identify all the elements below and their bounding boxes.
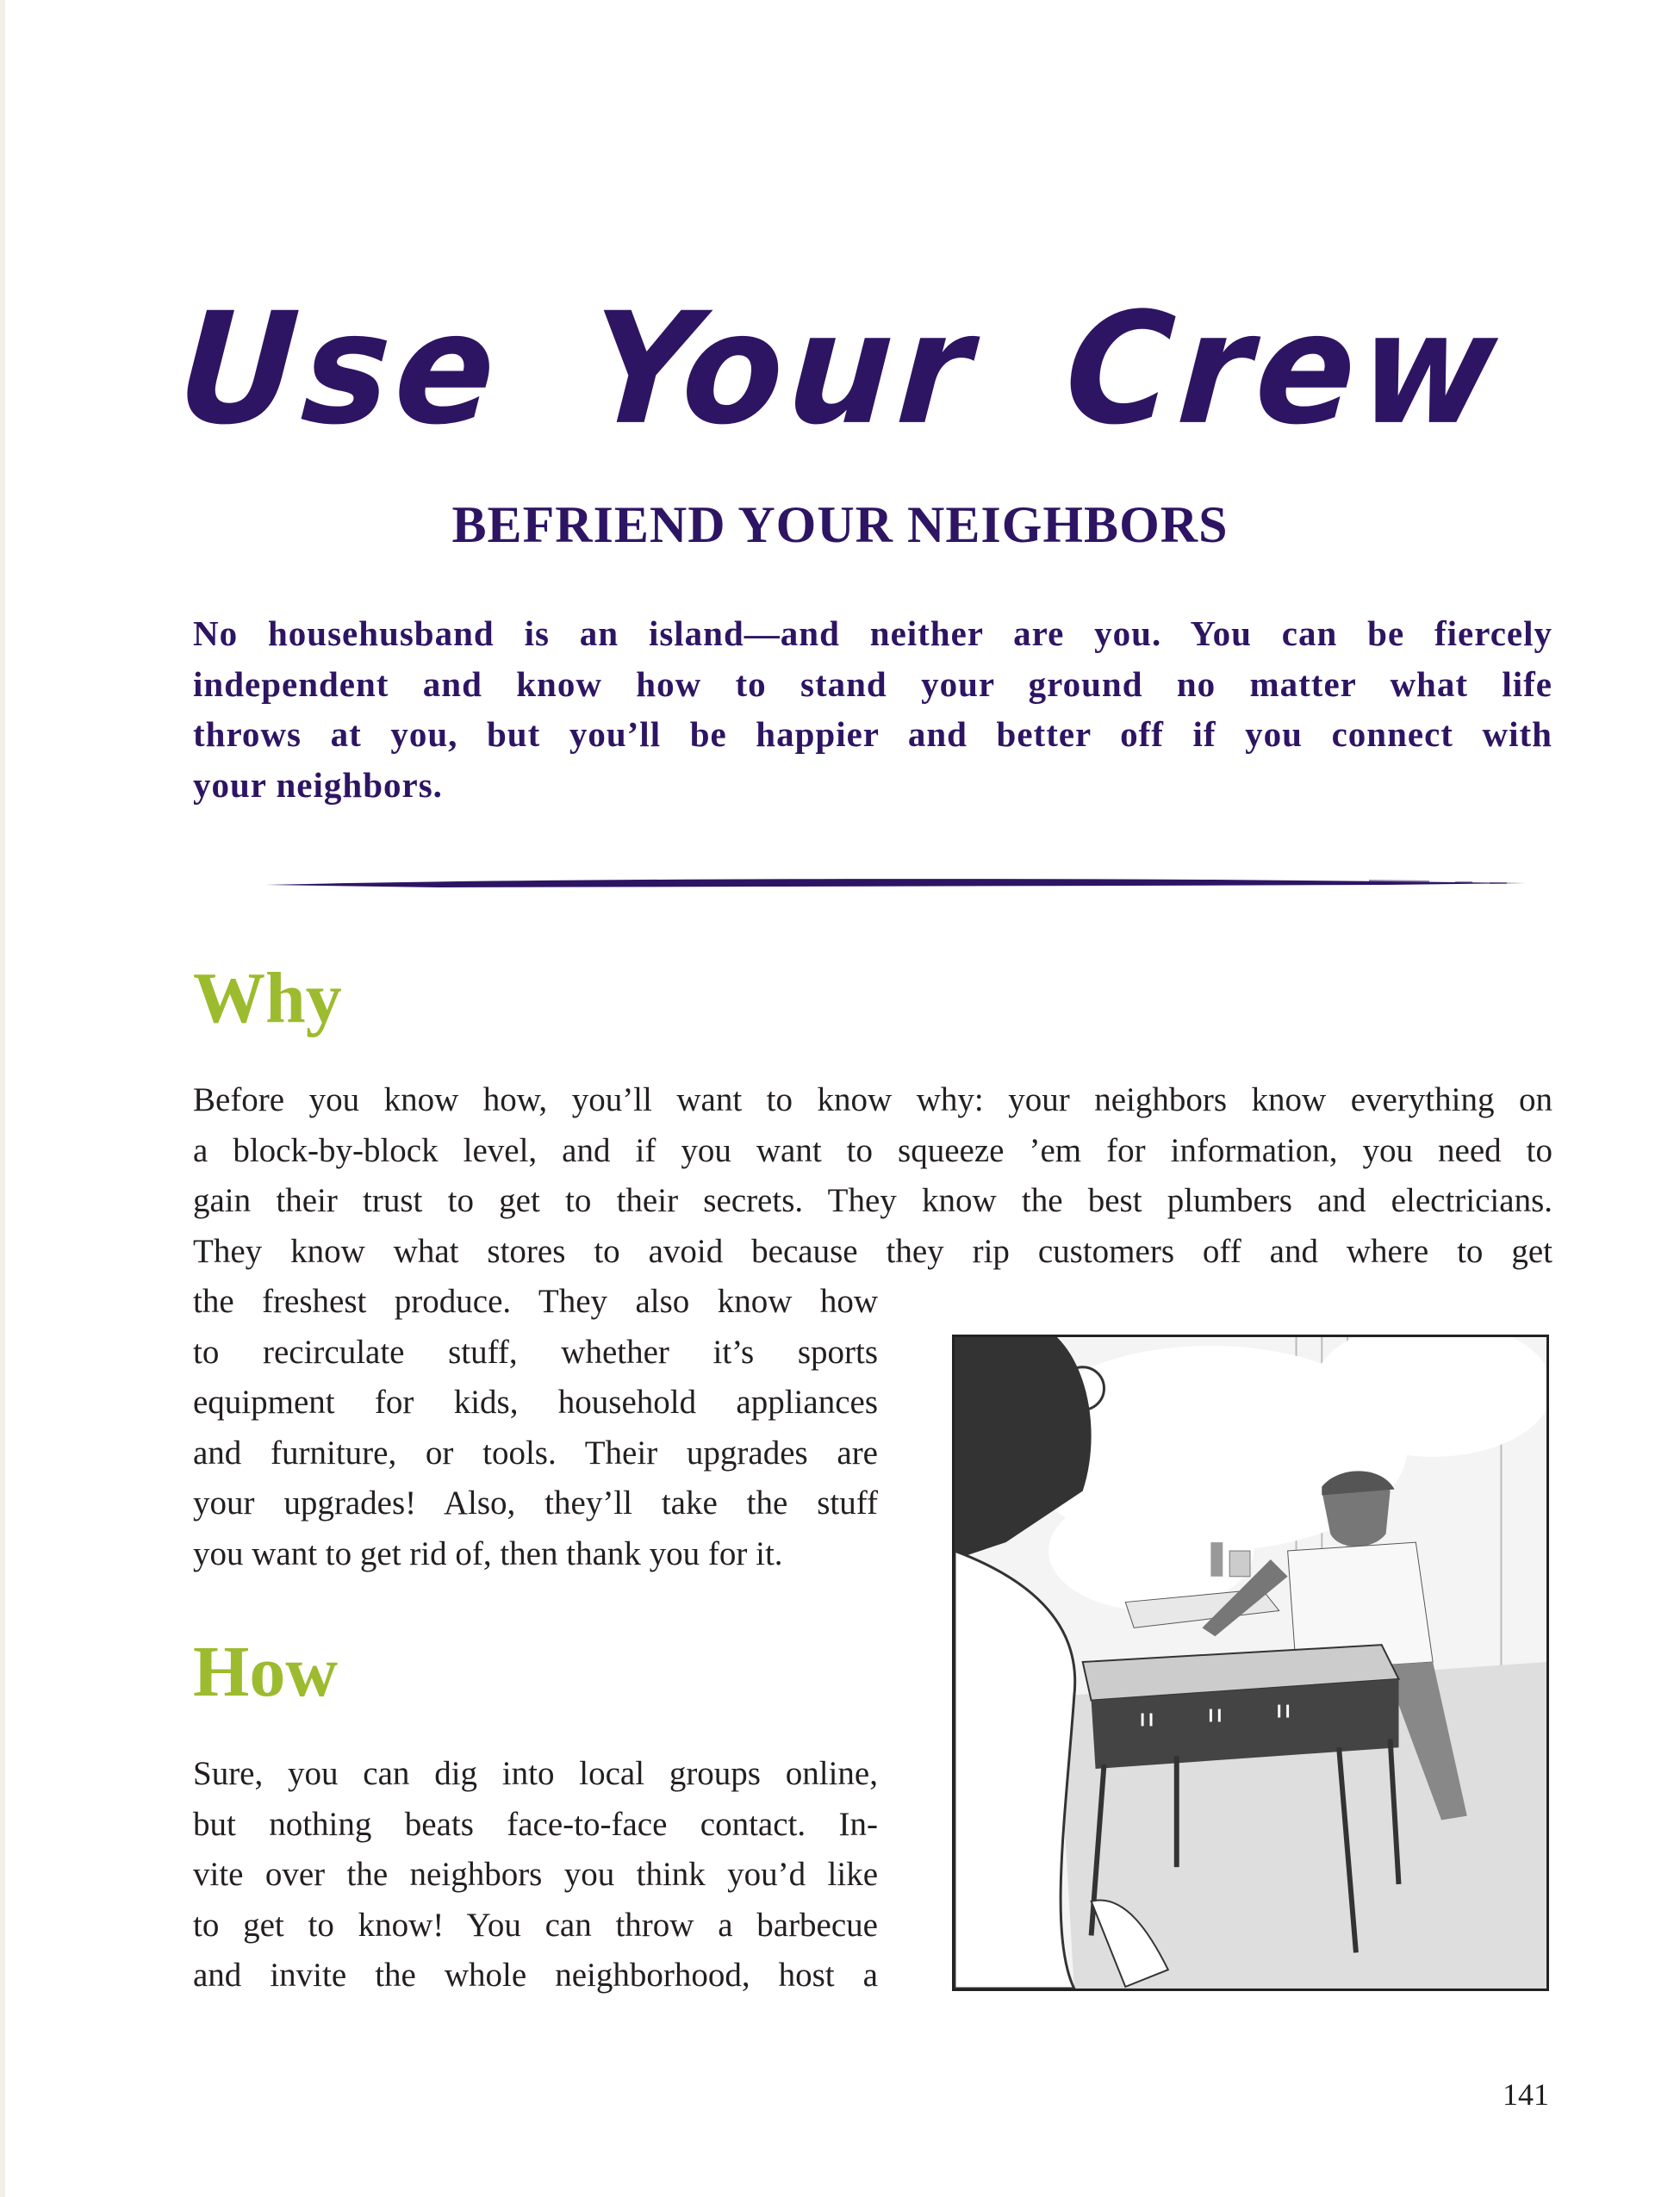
intro-line: No househusband is an island—and neither are you. You can be fiercely	[193, 613, 1552, 653]
body-line: your upgrades! Also, they’ll take the stuff	[193, 1484, 878, 1522]
page-number: 141	[1503, 2077, 1549, 2112]
body-line: a block-by-block level, and if you want to squeeze ’em for information, you need to	[193, 1131, 1552, 1169]
body-line: They know what stores to avoid because they rip customers off and where to get	[193, 1232, 1552, 1270]
intro-line: throws at you, but you’ll be happier and better off if you connect with	[193, 714, 1552, 754]
how-heading: How	[193, 1632, 338, 1712]
body-line: equipment for kids, household appliances	[193, 1384, 878, 1421]
body-line: the freshest produce. They also know how	[193, 1283, 878, 1320]
body-line: Sure, you can dig into local groups online,	[193, 1755, 878, 1792]
why-paragraph	[193, 1075, 1552, 1277]
why-heading: Why	[193, 958, 342, 1038]
intro-line: independent and know how to stand your ground no matter what life	[193, 663, 1552, 704]
body-line: gain their trust to get to their secrets. They know the best plumbers and electricians.	[193, 1182, 1552, 1219]
body-line: Before you know how, you’ll want to know why: your neighbors know everything on	[193, 1081, 1552, 1118]
why-paragraph-column	[193, 1277, 878, 1579]
body-line: to recirculate stuff, whether it’s sports	[193, 1333, 878, 1371]
intro-line: your neighbors.	[193, 764, 443, 805]
manga-illustration	[952, 1335, 1549, 1991]
how-paragraph	[193, 1749, 878, 2001]
body-line: you want to get rid of, then thank you for it.	[193, 1534, 783, 1572]
section-subtitle: BEFRIEND YOUR NEIGHBORS	[451, 496, 1229, 553]
intro-paragraph	[193, 608, 1552, 810]
body-line: to get to know! You can throw a barbecue	[193, 1906, 878, 1944]
body-line: but nothing beats face-to-face contact. In-	[193, 1805, 878, 1843]
body-line: and invite the whole neighborhood, host a	[193, 1957, 878, 1994]
brush-divider	[266, 875, 1526, 889]
body-line: and furniture, or tools. Their upgrades are	[193, 1434, 878, 1472]
body-line: vite over the neighbors you think you’d like	[193, 1856, 878, 1893]
chapter-title: Use Your Crew	[172, 280, 1508, 459]
barbecue-scene-image	[955, 1337, 1546, 1989]
